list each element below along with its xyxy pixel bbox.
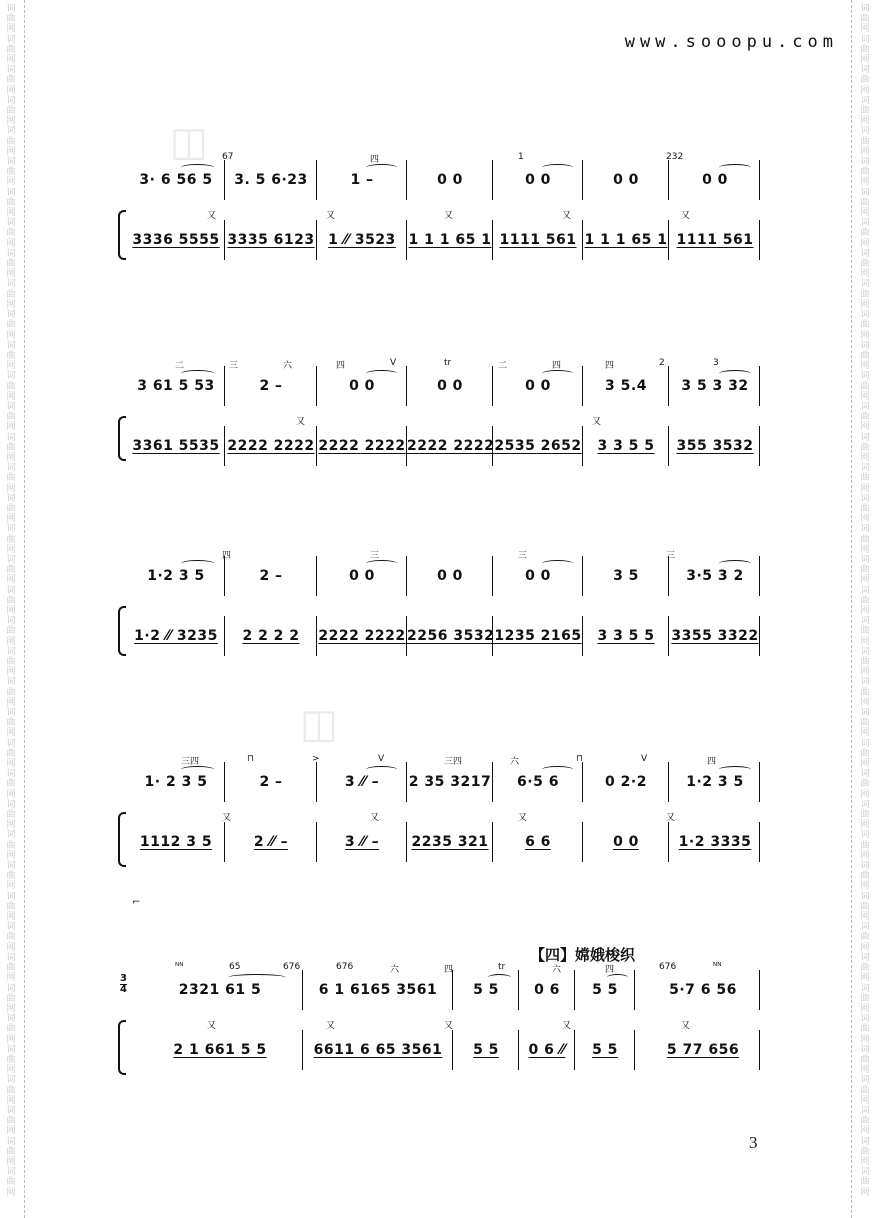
- lower-part-line: [128, 822, 760, 862]
- performance-mark: 又: [370, 813, 380, 823]
- measure-notes: 0 0: [437, 568, 463, 584]
- measure-notes: 6 6: [525, 834, 551, 850]
- measure-notes: 1·2 3335: [678, 834, 752, 850]
- lower-marks: [128, 208, 760, 224]
- measure: [582, 220, 669, 260]
- measure-notes: 2535 2652: [494, 438, 582, 454]
- measure-notes: 2222 2222: [227, 438, 315, 454]
- slur: [719, 164, 751, 171]
- performance-mark: 三: [370, 551, 380, 561]
- time-signature: 3 4: [120, 973, 127, 995]
- performance-mark: ᴺᴺ: [713, 962, 722, 972]
- performance-mark: V: [641, 754, 648, 764]
- slur: [542, 766, 574, 773]
- measure: [406, 220, 493, 260]
- stray-mark: ⌐: [132, 897, 141, 908]
- measure: [224, 822, 317, 862]
- score-system: [118, 356, 760, 461]
- measure: [668, 616, 761, 656]
- measure: [492, 220, 583, 260]
- measure-notes: 5 5: [473, 1042, 499, 1058]
- measure: [224, 426, 317, 466]
- measure: [316, 822, 407, 862]
- watermark-column-right: 词 曲 网 词 曲 网 词 曲 网 词 曲 网 词 曲 网 词 曲 网 词 曲 网 词 曲 网 词 曲 网 词 曲 网 词 曲 网 词 曲 网 词 曲 网 词 曲 网 词 曲 网 词 曲 网 词 曲 网 词 曲 网 词 曲 网 词 曲 网 词 曲 网 词 曲 网 词 曲 网 词 曲 网 词 曲 网 词 曲 网 词 曲 网 词 曲 网 词 曲 网 词 曲 网 词 曲 网 词 曲 网 词 曲 网 词 曲 网 词 曲 网 词 曲 网 词 曲 网 词 曲 网 词 曲 网: [860, 4, 870, 1198]
- barline-end: [759, 1030, 760, 1070]
- performance-mark: 67: [222, 152, 234, 162]
- lower-part-line: [128, 426, 760, 466]
- performance-mark: 又: [562, 1021, 572, 1031]
- performance-mark: 又: [562, 211, 572, 221]
- measure-notes: 2 1 661 5 5: [173, 1042, 267, 1058]
- performance-mark: 四: [605, 361, 615, 371]
- performance-mark: 又: [207, 1021, 217, 1031]
- score-system: [118, 546, 760, 656]
- performance-mark: 四: [370, 155, 380, 165]
- measure-notes: 3 3 5 5: [597, 438, 655, 454]
- performance-mark: 676: [283, 962, 301, 972]
- measure: [452, 1030, 519, 1070]
- measure-notes: 3336 5555: [132, 232, 220, 248]
- site-url: www.sooopu.com: [624, 32, 838, 52]
- measure: [492, 822, 583, 862]
- barline-end: [759, 220, 760, 260]
- lower-marks: [128, 1018, 760, 1034]
- barline-end: [759, 426, 760, 466]
- upper-marks: [128, 152, 760, 168]
- performance-mark: 又: [326, 1021, 336, 1031]
- measure: [668, 822, 761, 862]
- system-bracket: [118, 210, 126, 260]
- performance-mark: 2: [659, 358, 665, 368]
- performance-mark: 二: [175, 361, 185, 371]
- measure: [128, 616, 224, 656]
- measure-notes: 1 1 1 65 1: [584, 232, 668, 248]
- measure-notes: 2 2 2 2: [242, 628, 300, 644]
- measure-notes: 2235 321: [411, 834, 489, 850]
- performance-mark: 三四: [444, 757, 463, 767]
- measure-notes: 0 0: [613, 834, 639, 850]
- measure-notes: 3· 6 56 5: [139, 172, 213, 188]
- performance-mark: ⊓: [247, 754, 255, 764]
- performance-mark: tr: [498, 962, 506, 972]
- measure: [316, 426, 407, 466]
- slur: [719, 560, 751, 567]
- measure-notes: 3 3 5 5: [597, 628, 655, 644]
- slur: [542, 164, 574, 171]
- measure-notes: 1· 2 3 5: [144, 774, 208, 790]
- measure-notes: 1111 561: [676, 232, 754, 248]
- performance-mark: 又: [681, 211, 691, 221]
- performance-mark: 二: [498, 361, 508, 371]
- lower-marks: [128, 810, 760, 826]
- measure-notes: 0 0: [702, 172, 728, 188]
- slur: [488, 974, 511, 981]
- performance-mark: 四: [222, 551, 232, 561]
- performance-mark: ᴺᴺ: [175, 962, 184, 972]
- performance-mark: 又: [326, 211, 336, 221]
- performance-mark: 四: [707, 757, 717, 767]
- lower-marks: [128, 604, 760, 620]
- faint-watermark-mark: ◫: [300, 700, 338, 747]
- measure-notes: 6·5 6: [517, 774, 559, 790]
- measure-notes: 2222 2222: [318, 628, 406, 644]
- measure-notes: 3. 5 6·23: [234, 172, 308, 188]
- measure: [302, 1030, 453, 1070]
- performance-mark: ⊓: [576, 754, 584, 764]
- performance-mark: 1: [518, 152, 524, 162]
- measure: [668, 220, 761, 260]
- system-bracket: [118, 1020, 126, 1075]
- performance-mark: 三: [666, 551, 676, 561]
- slur: [607, 974, 628, 981]
- performance-mark: 65: [229, 962, 241, 972]
- slur: [181, 370, 215, 377]
- measure: [128, 426, 224, 466]
- performance-mark: 又: [222, 813, 232, 823]
- measure: [316, 220, 407, 260]
- performance-mark: 又: [518, 813, 528, 823]
- measure-notes: 0 0: [613, 172, 639, 188]
- performance-mark: 232: [666, 152, 684, 162]
- measure: [668, 426, 761, 466]
- performance-mark: 六: [552, 965, 562, 975]
- performance-mark: V: [390, 358, 397, 368]
- measure-notes: 1 –: [350, 172, 374, 188]
- slur: [542, 370, 574, 377]
- slur: [542, 560, 574, 567]
- performance-mark: 六: [283, 361, 293, 371]
- lower-part-line: [138, 1030, 760, 1070]
- upper-marks: [128, 548, 760, 564]
- measure-notes: 2222 2222: [407, 438, 495, 454]
- page-number: 3: [749, 1133, 758, 1152]
- measure-notes: 355 3532: [676, 438, 754, 454]
- measure-notes: 0 6 ⁄⁄: [528, 1042, 566, 1058]
- slur: [719, 370, 751, 377]
- performance-mark: tr: [444, 358, 452, 368]
- barline-end: [759, 822, 760, 862]
- section-title: 【四】嫦娥梭织: [530, 946, 636, 964]
- performance-mark: 六: [510, 757, 520, 767]
- measure-notes: 0 0: [349, 568, 375, 584]
- measure: [582, 426, 669, 466]
- faint-watermark-mark: ◫: [170, 118, 208, 165]
- measure: [492, 616, 583, 656]
- measure: [406, 426, 493, 466]
- measure-notes: 3 5.4: [605, 378, 647, 394]
- measure-notes: 1111 561: [499, 232, 577, 248]
- performance-mark: 又: [592, 417, 602, 427]
- measure: [406, 822, 493, 862]
- slur: [228, 974, 285, 981]
- performance-mark: 四: [552, 361, 562, 371]
- performance-mark: 三: [229, 361, 239, 371]
- performance-mark: 四: [605, 965, 615, 975]
- measure-notes: 1112 3 5: [139, 834, 213, 850]
- slur: [719, 766, 751, 773]
- lower-part-line: [128, 220, 760, 260]
- measure-notes: 1235 2165: [494, 628, 582, 644]
- slur: [366, 370, 398, 377]
- system-bracket: [118, 606, 126, 656]
- measure-notes: 5 5: [592, 982, 618, 998]
- measure: [224, 616, 317, 656]
- measure-notes: 0 0: [349, 378, 375, 394]
- measure: [224, 220, 317, 260]
- measure-notes: 6 1 6165 3561: [318, 982, 438, 998]
- measure: [518, 1030, 575, 1070]
- lower-part-line: [128, 616, 760, 656]
- measure-notes: 3 61 5 53: [137, 378, 215, 394]
- measure-notes: 6611 6 65 3561: [313, 1042, 443, 1058]
- measure: [316, 616, 407, 656]
- measure-notes: 3 ⁄⁄ –: [344, 774, 380, 790]
- upper-marks: [128, 962, 760, 978]
- upper-marks: [128, 754, 760, 770]
- measure-notes: 0 2·2: [605, 774, 647, 790]
- measure-notes: 2222 2222: [318, 438, 406, 454]
- score-system: [118, 752, 760, 867]
- performance-mark: 3: [713, 358, 719, 368]
- slur: [181, 164, 215, 171]
- measure: [492, 426, 583, 466]
- slur: [181, 560, 215, 567]
- measure-notes: 2321 61 5: [178, 982, 262, 998]
- performance-mark: 又: [296, 417, 306, 427]
- measure-notes: 1 ⁄⁄ 3523: [328, 232, 396, 248]
- slur: [181, 766, 215, 773]
- measure-notes: 2 –: [259, 378, 283, 394]
- measure-notes: 0 0: [437, 172, 463, 188]
- measure-notes: 0 0: [525, 568, 551, 584]
- performance-mark: V: [378, 754, 385, 764]
- score-system: [118, 960, 760, 1075]
- lower-marks: [128, 414, 760, 430]
- performance-mark: 又: [681, 1021, 691, 1031]
- measure-notes: 1·2 ⁄⁄ 3235: [134, 628, 218, 644]
- measure: [574, 1030, 635, 1070]
- performance-mark: 又: [444, 1021, 454, 1031]
- measure-notes: 2 –: [259, 568, 283, 584]
- measure-notes: 5 5: [592, 1042, 618, 1058]
- performance-mark: 三四: [181, 757, 200, 767]
- measure-notes: 0 0: [525, 172, 551, 188]
- measure-notes: 1 1 1 65 1: [408, 232, 492, 248]
- measure-notes: 3361 5535: [132, 438, 220, 454]
- measure-notes: 1·2 3 5: [147, 568, 205, 584]
- measure: [582, 616, 669, 656]
- slur: [366, 766, 398, 773]
- performance-mark: 四: [336, 361, 346, 371]
- measure-notes: 5 77 656: [666, 1042, 740, 1058]
- measure: [128, 220, 224, 260]
- performance-mark: >: [312, 754, 320, 764]
- performance-mark: 676: [336, 962, 354, 972]
- measure-notes: 3 5: [613, 568, 639, 584]
- measure-notes: 1·2 3 5: [686, 774, 744, 790]
- performance-mark: 676: [659, 962, 677, 972]
- measure-notes: 3·5 3 2: [686, 568, 744, 584]
- system-bracket: [118, 812, 126, 867]
- barline-end: [759, 616, 760, 656]
- measure-notes: 0 0: [525, 378, 551, 394]
- performance-mark: 又: [207, 211, 217, 221]
- watermark-column-left: 词 曲 网 词 曲 网 词 曲 网 词 曲 网 词 曲 网 词 曲 网 词 曲 网 词 曲 网 词 曲 网 词 曲 网 词 曲 网 词 曲 网 词 曲 网 词 曲 网 词 曲 网 词 曲 网 词 曲 网 词 曲 网 词 曲 网 词 曲 网 词 曲 网 词 曲 网 词 曲 网 词 曲 网 词 曲 网 词 曲 网 词 曲 网 词 曲 网 词 曲 网 词 曲 网 词 曲 网 词 曲 网 词 曲 网 词 曲 网 词 曲 网 词 曲 网 词 曲 网 词 曲 网 词 曲 网: [6, 4, 16, 1198]
- measure-notes: 5 5: [473, 982, 499, 998]
- measure-notes: 2256 3532: [407, 628, 495, 644]
- score-system: [118, 150, 760, 260]
- measure-notes: 5·7 6 56: [669, 982, 737, 998]
- measure-notes: 3 ⁄⁄ –: [344, 834, 380, 850]
- measure-notes: 3335 6123: [227, 232, 315, 248]
- measure-notes: 3 5 3 32: [681, 378, 749, 394]
- upper-marks: [128, 358, 760, 374]
- measure: [138, 1030, 302, 1070]
- measure-notes: 0 0: [437, 378, 463, 394]
- measure-notes: 0 6: [534, 982, 560, 998]
- measure-notes: 2 35 3217: [408, 774, 492, 790]
- measure: [634, 1030, 771, 1070]
- performance-mark: 又: [444, 211, 454, 221]
- performance-mark: 四: [444, 965, 454, 975]
- measure-notes: 3355 3322: [671, 628, 759, 644]
- slur: [366, 560, 398, 567]
- performance-mark: 三: [518, 551, 528, 561]
- measure: [128, 822, 224, 862]
- slur: [366, 164, 398, 171]
- measure-notes: 2 –: [259, 774, 283, 790]
- performance-mark: 六: [390, 965, 400, 975]
- measure: [406, 616, 493, 656]
- performance-mark: 又: [666, 813, 676, 823]
- measure-notes: 2 ⁄⁄ –: [253, 834, 289, 850]
- system-bracket: [118, 416, 126, 461]
- measure: [582, 822, 669, 862]
